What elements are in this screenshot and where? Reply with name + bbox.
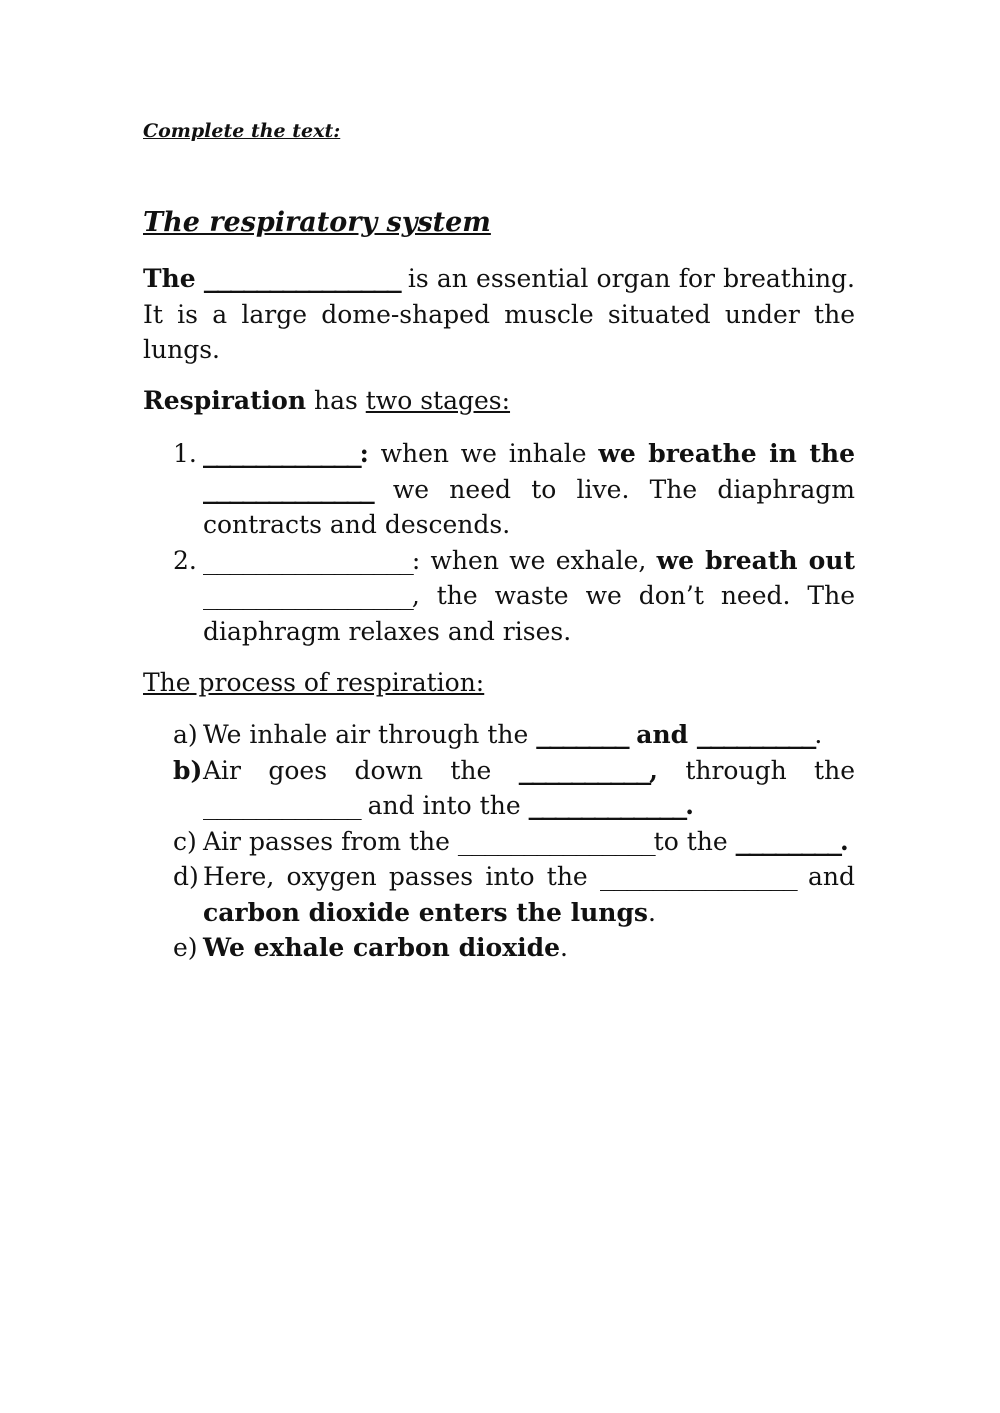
list-marker: b) <box>173 755 203 785</box>
stages-heading <box>143 383 510 418</box>
two-stages-label: two stages: <box>365 386 511 415</box>
intro-text: is an essential organ for breathing. It is a large dome-shaped muscle situated under the lungs. <box>143 264 855 364</box>
process-list <box>173 717 855 966</box>
process-d-blank-1[interactable]: _______________ <box>599 862 796 891</box>
process-d-bold: carbon dioxide enters the lungs <box>203 897 648 927</box>
process-b-blank-1[interactable]: __________ <box>518 755 650 785</box>
process-b-text-3: and into the <box>359 791 529 820</box>
process-item-c <box>173 824 855 860</box>
process-d-end: . <box>648 897 656 927</box>
stages-list <box>173 436 855 649</box>
process-a-end: . <box>814 720 823 749</box>
stage-2-bold: we breath out <box>656 545 855 575</box>
stage-1-gas-blank[interactable]: _____________ <box>203 474 373 504</box>
process-d-text-2: and <box>795 862 855 891</box>
stage-1-bold: we breathe in the <box>598 439 855 468</box>
process-item-b <box>173 753 855 824</box>
diaphragm-blank[interactable]: _______________ <box>203 264 400 293</box>
stage-1-colon: : <box>359 439 369 468</box>
stage-item-exhalation <box>173 543 855 650</box>
stage-1-text-end: we need to live. The diaphragm contracts and descends. <box>203 474 855 539</box>
process-c-blank-1[interactable]: _______________ <box>457 826 654 856</box>
stage-1-text: when we inhale <box>368 439 599 468</box>
stages-has: has <box>306 386 366 415</box>
process-c-text-2: to the <box>653 826 736 856</box>
process-b-blank-3[interactable]: ____________ <box>528 791 686 820</box>
list-marker: a) <box>173 720 198 749</box>
process-b-blank-2[interactable]: ____________ <box>203 791 360 820</box>
process-b-end: . <box>685 791 694 820</box>
respiration-label: Respiration <box>143 386 307 415</box>
stage-2-gas-blank[interactable]: ________________ <box>203 581 412 610</box>
process-b-text-2: through the <box>657 755 855 785</box>
process-heading: The process of respiration: <box>143 668 485 697</box>
process-item-d <box>173 859 855 930</box>
list-marker: e) <box>173 933 198 962</box>
process-e-bold: We exhale carbon dioxide <box>203 933 561 962</box>
process-item-e <box>173 930 855 966</box>
list-marker: d) <box>173 862 199 891</box>
intro-the: The <box>143 264 196 293</box>
stage-1-name-blank[interactable]: ____________ <box>203 439 360 468</box>
process-a-text: We inhale air through the <box>203 720 537 749</box>
process-d-text: Here, oxygen passes into the <box>203 862 600 891</box>
stage-2-name-blank[interactable]: ________________ <box>203 545 412 575</box>
process-c-blank-2[interactable]: ________ <box>735 826 841 856</box>
instruction-heading: Complete the text: <box>143 120 341 142</box>
process-c-end: . <box>840 826 849 856</box>
stage-item-inhalation <box>173 436 855 543</box>
process-a-and: and <box>627 720 697 749</box>
list-marker: 1. <box>173 439 197 468</box>
stage-2-text: : when we exhale, <box>411 545 657 575</box>
page-title: The respiratory system <box>143 207 491 238</box>
process-b-text: Air goes down the <box>203 755 519 785</box>
process-c-text: Air passes from the <box>203 826 458 856</box>
list-marker: 2. <box>173 545 197 575</box>
process-b-comma: , <box>649 755 658 785</box>
stage-2-text-end: , the waste we don’t need. The diaphragm relaxes and rises. <box>203 581 855 646</box>
list-marker: c) <box>173 826 197 856</box>
intro-paragraph <box>143 261 855 368</box>
process-a-blank-1[interactable]: _______ <box>536 720 628 749</box>
process-a-blank-2[interactable]: _________ <box>696 720 815 749</box>
process-e-end: . <box>560 933 568 962</box>
process-item-a <box>173 717 855 753</box>
